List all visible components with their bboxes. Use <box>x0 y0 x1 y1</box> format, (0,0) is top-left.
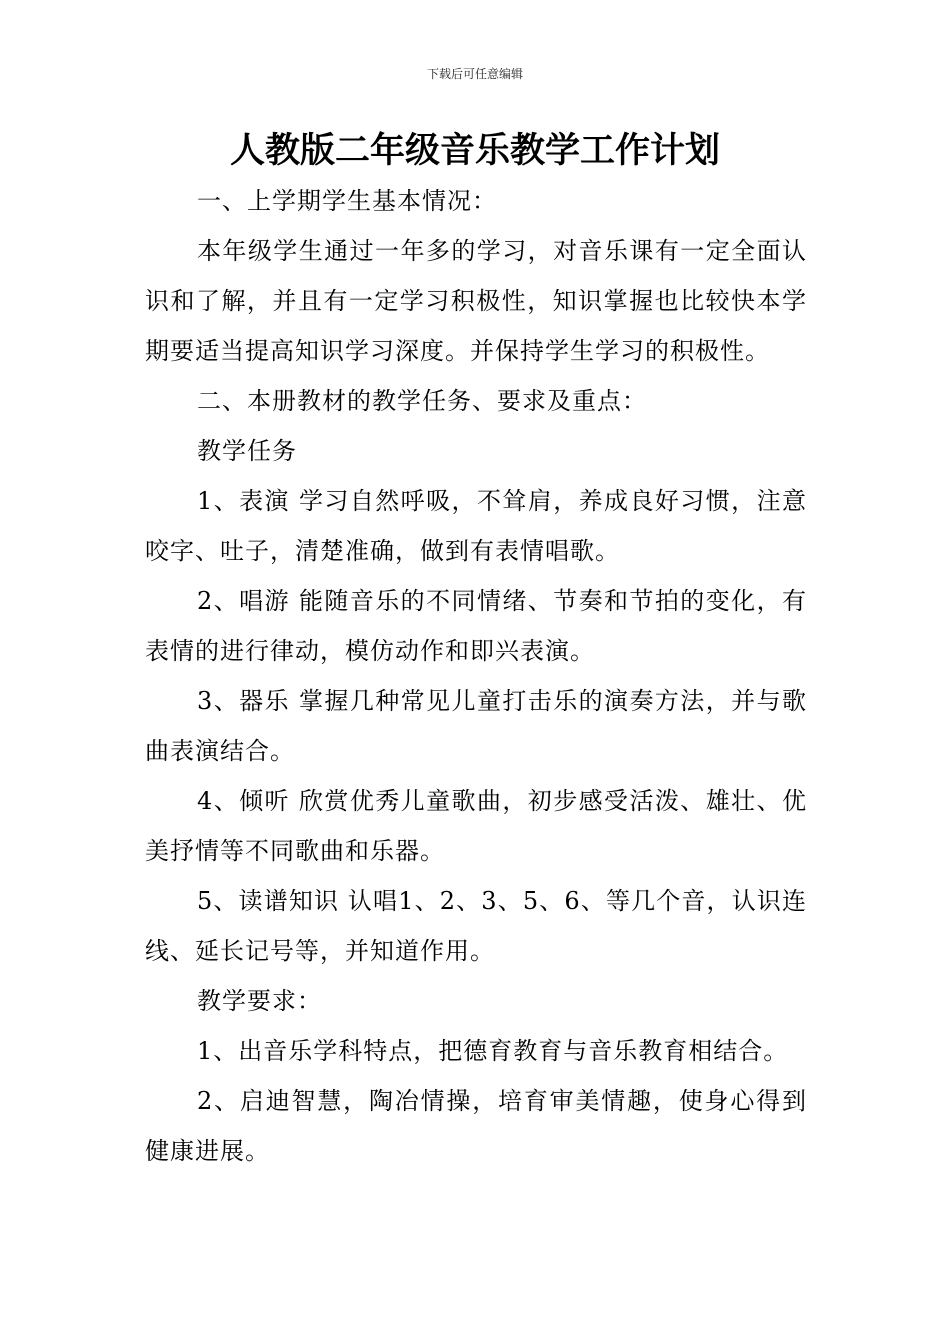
document-title: 人教版二年级音乐教学工作计划 <box>229 131 720 171</box>
task-item-notation: 5、读谱知识 认唱1、2、3、5、6、等几个音，认识连线、延长记号等，并知道作用。 <box>145 887 807 965</box>
subheading-teaching-requirements: 教学要求： <box>197 987 322 1015</box>
subheading-teaching-tasks: 教学任务 <box>197 437 297 465</box>
task-item-listening: 4、倾听 欣赏优秀儿童歌曲，初步感受活泼、雄壮、优美抒情等不同歌曲和乐器。 <box>145 787 807 865</box>
header-note: 下载后可任意编辑 <box>426 67 523 81</box>
task-item-instruments: 3、器乐 掌握几种常见儿童打击乐的演奏方法，并与歌曲表演结合。 <box>145 687 807 765</box>
task-item-singing-games: 2、唱游 能随音乐的不同情绪、节奏和节拍的变化，有表情的进行律动，模仿动作和即兴表演。 <box>145 587 807 665</box>
requirement-item-1: 1、出音乐学科特点，把德育教育与音乐教育相结合。 <box>197 1037 789 1065</box>
paragraph-student-situation: 本年级学生通过一年多的学习，对音乐课有一定全面认识和了解，并且有一定学习积极性，知识掌握也比较快本学期要适当提高知识学习深度。并保持学生学习的积极性。 <box>145 237 807 365</box>
requirement-item-2: 2、启迪智慧，陶冶情操，培育审美情趣，使身心得到健康进展。 <box>145 1087 807 1165</box>
task-item-performance: 1、表演 学习自然呼吸，不耸肩，养成良好习惯，注意咬字、吐子，清楚准确，做到有表情唱歌。 <box>145 487 807 565</box>
section-heading-2: 二、本册教材的教学任务、要求及重点： <box>197 387 647 415</box>
section-heading-1: 一、上学期学生基本情况： <box>197 187 497 215</box>
document-body <box>145 176 807 1176</box>
